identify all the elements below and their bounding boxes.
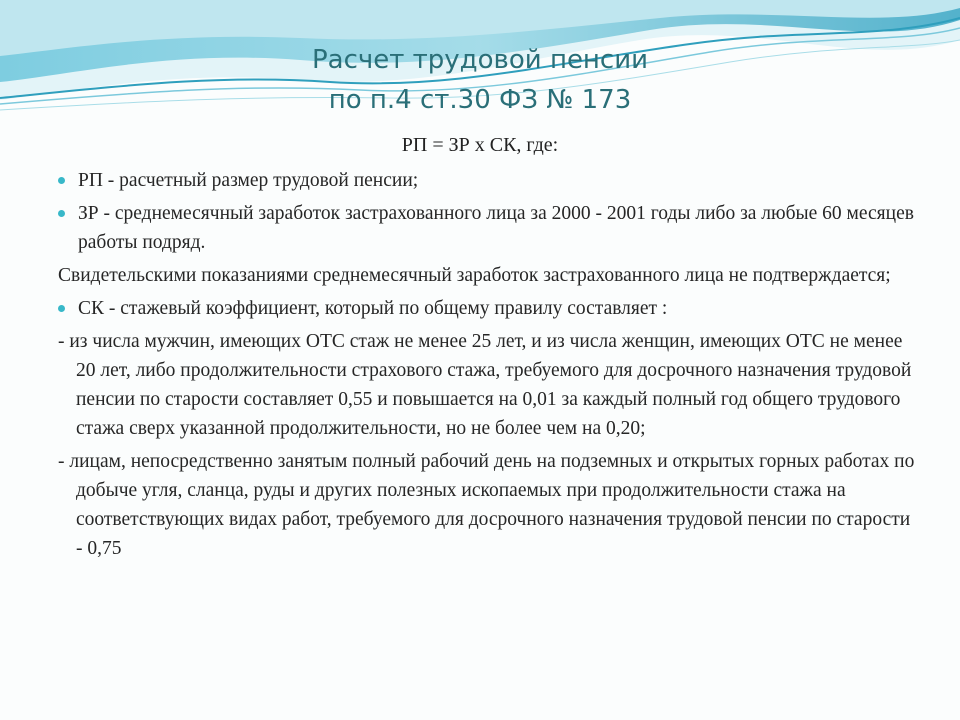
paragraph-men-women: - из числа мужчин, имеющих ОТС стаж не менее 25 лет, и из числа женщин, имеющих ОТС не менее 20 лет, либо продолжительности страхового стажа, требуемого для досрочного назначения трудовой пенсии по старости составляет 0,55 и повышается на 0,01 за каждый полный год общего трудового стажа сверх указанной продолжительности, но не более чем на 0,20; [58,331,912,439]
bullet-text: ЗР - среднемесячный заработок застрахованного лица за 2000 - 2001 годы либо за любые 60 месяцев работы подряд. [78,203,914,253]
bullet-icon [58,210,65,217]
bullet-item-sk [58,294,918,323]
title-line-1: Расчет трудовой пенсии [311,45,649,75]
paragraph-mining: - лицам, непосредственно занятым полный рабочий день на подземных и открытых горных работах по добыче угля, сланца, руды и других полезных ископаемых при продолжительности стажа на соответствующих видах работ, требуемого для досрочного назначения трудовой пенсии по старости - 0,75 [58,451,915,559]
body-text [58,166,918,567]
bullet-text: РП - расчетный размер трудовой пенсии; [78,170,419,191]
slide-title [120,40,840,120]
title-line-2: по п.4 ст.30 ФЗ № 173 [328,85,632,115]
bullet-icon [58,305,65,312]
bullet-item-rp [58,166,918,195]
formula-line: РП = ЗР х СК, где: [401,134,559,156]
bullet-text: СК - стажевый коэффициент, который по общему правилу составляет : [78,298,668,319]
paragraph-testimony: Свидетельскими показаниями среднемесячный заработок застрахованного лица не подтверждается; [58,265,891,286]
bullet-item-zr [58,199,918,257]
bullet-icon [58,177,65,184]
